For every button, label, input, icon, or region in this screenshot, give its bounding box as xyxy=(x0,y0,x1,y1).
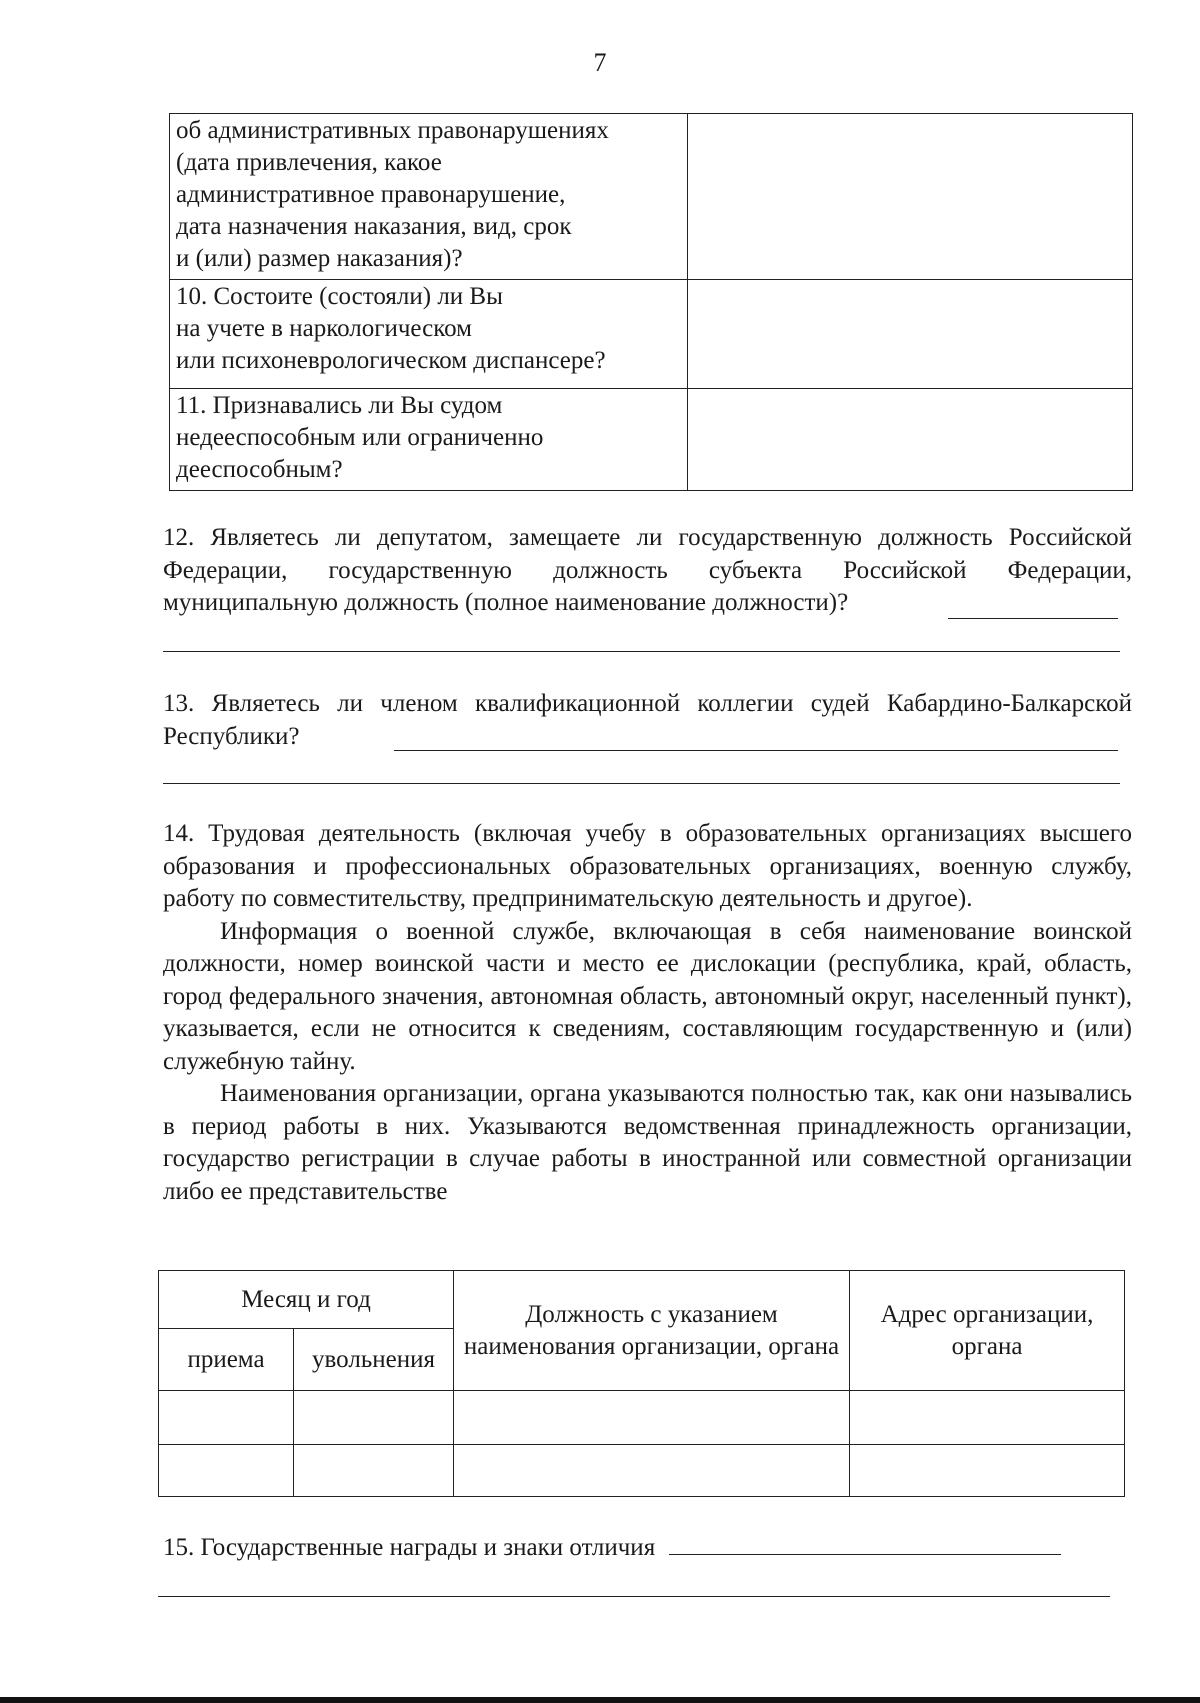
answer-cell[interactable] xyxy=(688,389,1133,491)
question-12-text: 12. Являетесь ли депутатом, замещаете ли государственную должность Российской Федерации, государственную должность субъекта Российской Федерации, муниципальную должность (полное наименование должности)? xyxy=(163,524,1132,616)
table-row xyxy=(170,280,1133,389)
table-row xyxy=(159,1445,1125,1497)
address-cell[interactable] xyxy=(850,1391,1125,1445)
position-header: Должность с указанием наименования организации, органа xyxy=(454,1271,850,1391)
table-row xyxy=(170,114,1133,280)
month-year-header: Месяц и год xyxy=(159,1271,454,1329)
address-cell[interactable] xyxy=(850,1445,1125,1497)
address-header: Адрес организации, органа xyxy=(850,1271,1125,1391)
dismissal-cell[interactable] xyxy=(294,1391,454,1445)
hire-cell[interactable] xyxy=(159,1445,294,1497)
question-14-intro: 14. Трудовая деятельность (включая учебу в образовательных организациях высшего образования и профессиональных образовательных организациях, военную службу, работу по совместительству, предпринимательскую деятельность и другое). xyxy=(163,820,1132,912)
employment-table xyxy=(158,1270,1125,1497)
answer-line-15b[interactable] xyxy=(158,1596,1110,1597)
answer-line-13a[interactable] xyxy=(394,750,1118,751)
hire-cell[interactable] xyxy=(159,1391,294,1445)
hire-header: приема xyxy=(159,1329,294,1391)
page-number: 7 xyxy=(593,48,607,77)
question-12 xyxy=(163,522,1132,620)
table-row xyxy=(170,389,1133,491)
position-cell[interactable] xyxy=(454,1445,850,1497)
question-cell: об административных правонарушениях (дата привлечения, какое административное правонарушение, дата назначения наказания, вид, срок и (или) размер наказания)? xyxy=(170,114,688,280)
dismissal-header: увольнения xyxy=(294,1329,454,1391)
question-cell: 11. Признавались ли Вы судом недееспособным или ограниченно дееспособным? xyxy=(170,389,688,491)
position-cell[interactable] xyxy=(454,1391,850,1445)
organization-note: Наименования организации, органа указываются полностью так, как они назывались в период работы в них. Указываются ведомственная принадлежность организации, государство регистрации в случае работы в иностранной или совместной организации либо ее представительстве xyxy=(163,1080,1132,1205)
table-row xyxy=(159,1391,1125,1445)
question-13-text: 13. Являетесь ли членом квалификационной коллегии судей Кабардино-Балкарской Республики? xyxy=(163,690,1132,750)
dismissal-cell[interactable] xyxy=(294,1445,454,1497)
question-15-text: 15. Государственные награды и знаки отличия xyxy=(163,1534,656,1561)
military-note: Информация о военной службе, включающая в себя наименование воинской должности, номер воинской части и место ее дислокации (республика, край, область, город федерального значения, автономная область, автономный округ, населенный пункт), указывается, если не относится к сведениям, составляющим государственную и (или) служебную тайну. xyxy=(163,917,1132,1075)
scan-edge xyxy=(0,1697,1200,1703)
questions-table xyxy=(169,113,1133,491)
answer-line-12a[interactable] xyxy=(948,618,1118,619)
answer-cell[interactable] xyxy=(688,280,1133,389)
answer-line-13b[interactable] xyxy=(163,783,1120,784)
answer-line-15a[interactable] xyxy=(669,1553,1061,1555)
question-14 xyxy=(163,818,1132,1208)
question-13 xyxy=(163,688,1132,753)
answer-cell[interactable] xyxy=(688,114,1133,280)
answer-line-12b[interactable] xyxy=(163,651,1120,652)
question-15 xyxy=(163,1532,1123,1565)
table-header-row xyxy=(159,1271,1125,1329)
question-cell: 10. Состоите (состояли) ли Вы на учете в наркологическом или психоневрологическом диспансере? xyxy=(170,280,688,389)
